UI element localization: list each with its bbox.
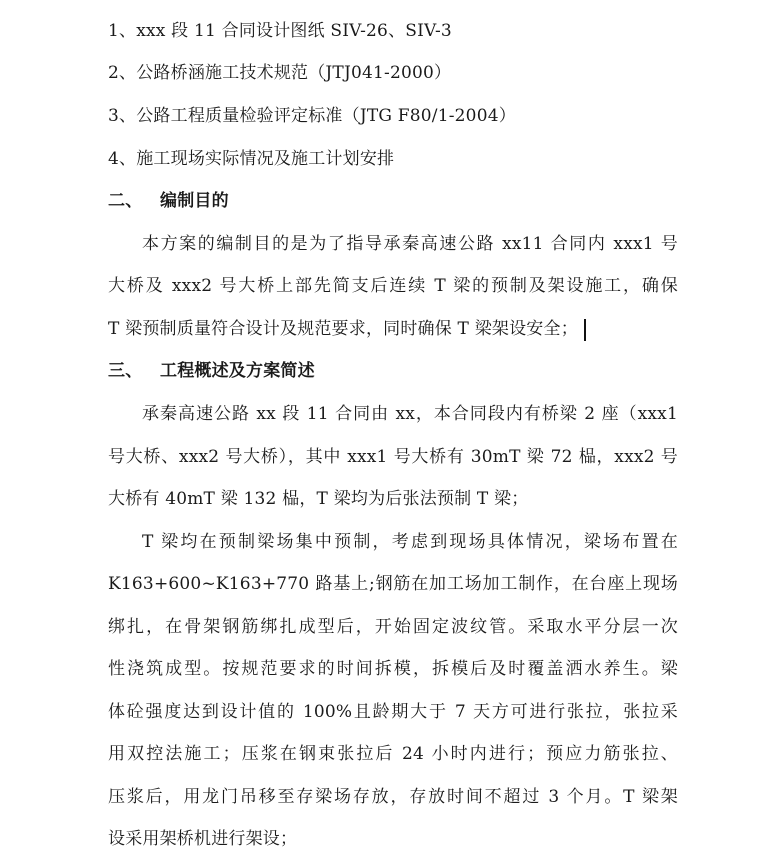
text-cursor <box>584 319 586 341</box>
paragraph-line: 承秦高速公路 xx 段 11 合同由 xx，本合同段内有桥梁 2 座（xxx1 <box>142 404 678 424</box>
section-number: 二、 <box>108 191 143 211</box>
paragraph-line-with-cursor[interactable] <box>108 317 678 341</box>
paragraph-line: 大桥有 40mT 梁 132 榀，T 梁均为后张法预制 T 梁； <box>108 489 529 509</box>
paragraph-line: 大桥及 xxx2 号大桥上部先简支后连续 T 梁的预制及架设施工，确保 <box>108 276 678 296</box>
reference-item-4: 4、施工现场实际情况及施工计划安排 <box>108 149 395 169</box>
paragraph-line: 压浆后，用龙门吊移至存梁场存放，存放时间不超过 3 个月。T 梁架 <box>108 787 678 807</box>
paragraph-line: 体砼强度达到设计值的 100%且龄期大于 7 天方可进行张拉，张拉采 <box>108 702 678 722</box>
paragraph-line: T 梁均在预制梁场集中预制，考虑到现场具体情况，梁场布置在 <box>142 532 678 552</box>
reference-item-1: 1、xxx 段 11 合同设计图纸 SIV-26、SIV-3 <box>108 21 452 41</box>
paragraph-line: 用双控法施工；压浆在钢束张拉后 24 小时内进行；预应力筋张拉、 <box>108 744 678 764</box>
section-heading-purpose <box>108 189 678 213</box>
section-title: 工程概述及方案简述 <box>160 361 315 381</box>
paragraph-line: 号大桥、xxx2 号大桥），其中 xxx1 号大桥有 30mT 梁 72 榀，xxx2 号 <box>108 447 678 467</box>
paragraph-line: 设采用架桥机进行架设； <box>108 829 298 849</box>
section-title: 编制目的 <box>160 191 229 211</box>
paragraph-line: K163+600~K163+770 路基上;钢筋在加工场加工制作，在台座上现场 <box>108 574 678 594</box>
paragraph-line: 本方案的编制目的是为了指导承秦高速公路 xx11 合同内 xxx1 号 <box>142 234 678 254</box>
paragraph-line: 性浇筑成型。按规范要求的时间拆模，拆模后及时覆盖洒水养生。梁 <box>108 659 678 679</box>
section-number: 三、 <box>108 361 143 381</box>
reference-item-3: 3、公路工程质量检验评定标准（JTG F80/1-2004） <box>108 106 516 126</box>
reference-item-2: 2、公路桥涵施工技术规范（JTJ041-2000） <box>108 63 452 83</box>
paragraph-line: 绑扎，在骨架钢筋绑扎成型后，开始固定波纹管。采取水平分层一次 <box>108 617 678 637</box>
paragraph-line-text: T 梁预制质量符合设计及规范要求，同时确保 T 梁架设安全； <box>108 319 578 339</box>
section-heading-overview <box>108 359 678 383</box>
